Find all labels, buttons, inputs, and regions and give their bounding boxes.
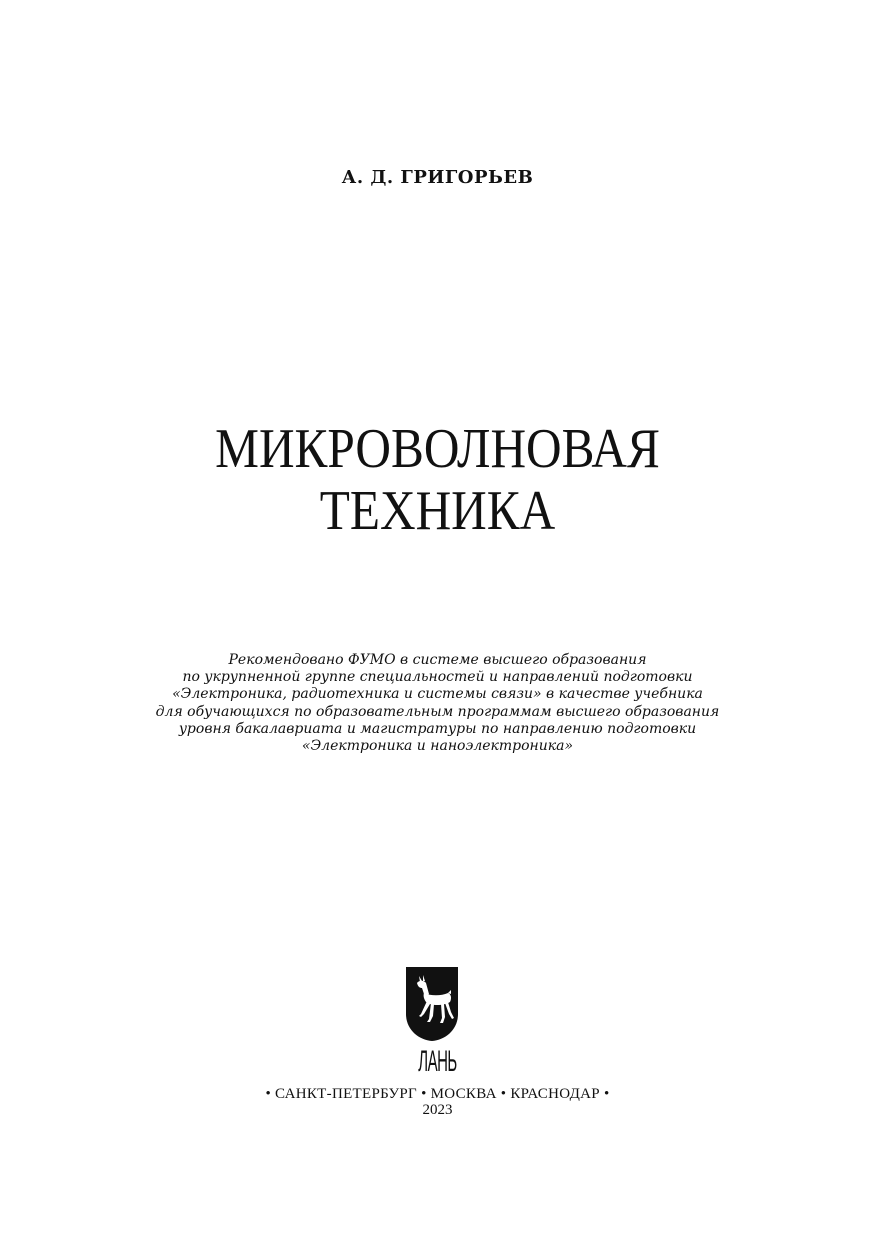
recommendation-line: уровня бакалавриата и магистратуры по направлению подготовки [178, 720, 697, 737]
recommendation-line: Рекомендовано ФУМО в системе высшего образования [228, 652, 647, 668]
book-title [53, 418, 823, 542]
publisher-brand: ЛАНЬ [418, 1045, 457, 1078]
book-title-line: ТЕХНИКА [319, 480, 556, 542]
recommendation-line: «Электроника, радиотехника и системы связи» в качестве учебника [172, 686, 703, 703]
recommendation-line: по укрупненной группе специальностей и направлений подготовки [182, 669, 693, 686]
author-name: А. Д. ГРИГОРЬЕВ [341, 167, 534, 188]
recommendation-line: для обучающихся по образовательным программам высшего образования [155, 703, 720, 720]
deer-icon [405, 966, 459, 1042]
book-title-line: МИКРОВОЛНОВАЯ [215, 418, 660, 480]
publication-year: 2023 [422, 1102, 453, 1118]
publisher-cities: • САНКТ-ПЕТЕРБУРГ • МОСКВА • КРАСНОДАР • [265, 1086, 610, 1102]
recommendation-line: «Электроника и наноэлектроника» [301, 738, 574, 755]
recommendation-text [0, 652, 875, 755]
